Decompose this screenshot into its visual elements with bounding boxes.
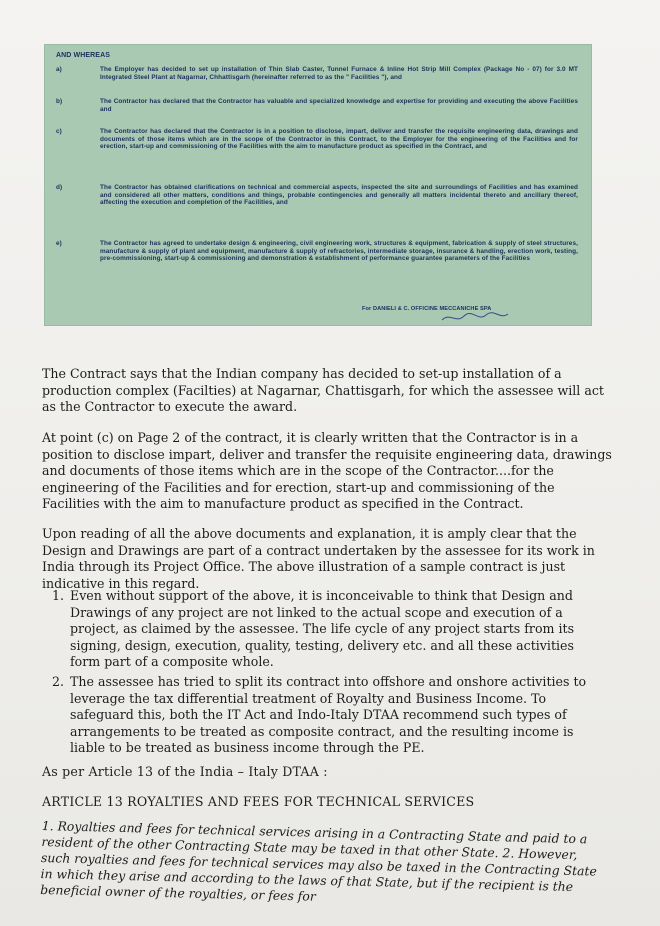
numbered-point-number: 1. — [52, 588, 65, 603]
excerpt-item-text: The Contractor has agreed to undertake design & engineering, civil engineering work, structures & equipment, fabrication & supply of steel structures, manufacture & supply of plant and equipment, manufacture & supply of refractories, intermediate storage, insurance & handling, erection work, testing, pre-commissioning, start-up & commissioning and demonstration & establishment of performance guarantee parameters of the Facilities — [100, 240, 578, 263]
excerpt-item-marker: c) — [56, 128, 62, 135]
article-intro: As per Article 13 of the India – Italy DTAA : — [42, 764, 328, 779]
article-13-text: 1. Royalties and fees for technical services arising in a Contracting State and paid to a resident of the other Contracting State may be taxed in that other State. 2. However, such royalties and fees for technical services may also be taxed in the Contracting State in which they arise and according to the laws of that State, but if the recipient is the beneficial owner of the royalties, or fees for — [40, 818, 597, 904]
numbered-point-text: Even without support of the above, it is inconceivable to think that Design and Drawings of any project are not linked to the actual scope and execution of a project, as claimed by the assessee. The life cycle of any project starts from its signing, design, execution, quality, testing, delivery etc. and all these activities form part of a composite whole. — [70, 588, 575, 669]
excerpt-item-text: The Employer has decided to set up installation of Thin Slab Caster, Tunnel Furnace & Inline Hot Strip Mill Complex (Package No - 07) for 3.0 MT Integrated Steel Plant at Nagarnar, Chhattisgarh (hereinafter referred to as the " Facilities "), and — [100, 66, 578, 81]
excerpt-item-text: The Contractor has obtained clarifications on technical and commercial aspects, inspected the site and surroundings of Facilities and has examined and considered all other matters, conditions and things, probable contingencies and generally all matters incidental thereto and ancillary thereof, affecting the execution and completion of the Facilities, and — [100, 184, 578, 207]
numbered-point-text: The assessee has tried to split its contract into offshore and onshore activities to leverage the tax differential treatment of Royalty and Business Income. To safeguard this, both the IT Act and Indo-Italy DTAA recommend such types of arrangements to be treated as composite contract, and the resulting income is liable to be treated as business income through the PE. — [70, 674, 587, 755]
excerpt-item-marker: e) — [56, 240, 62, 247]
paragraph-contract-summary: The Contract says that the Indian company has decided to set-up installation of a production complex (Facilties) at Nagarnar, Chattisgarh, for which the assessee will act as the Contractor to execute the award. — [42, 366, 604, 414]
excerpt-item-marker: d) — [56, 184, 63, 191]
excerpt-heading: AND WHEREAS — [56, 52, 110, 59]
scanned-contract-excerpt — [44, 44, 592, 326]
excerpt-item-marker: b) — [56, 98, 63, 105]
excerpt-signature-label: For DANIELI & C. OFFICINE MECCANICHE SPA — [362, 306, 492, 312]
handwritten-signature — [440, 310, 510, 324]
paragraph-conclusion: Upon reading of all the above documents and explanation, it is amply clear that the Design and Drawings are part of a contract undertaken by the assessee for its work in India through its Project Office. The above illustration of a sample contract is just indicative in this regard. — [42, 526, 595, 591]
paragraph-point-c: At point (c) on Page 2 of the contract, it is clearly written that the Contractor is in a position to disclose impart, deliver and transfer the requisite engineering data, drawings and documents of those items which are in the scope of the Contractor....for the engineering of the Facilities and for erection, start-up and commissioning of the Facilities with the aim to manufacture product as specified in the Contract. — [42, 430, 612, 511]
article-heading: ARTICLE 13 ROYALTIES AND FEES FOR TECHNICAL SERVICES — [42, 794, 475, 809]
numbered-point-number: 2. — [52, 674, 65, 689]
excerpt-item-text: The Contractor has declared that the Contractor has valuable and specialized knowledge and expertise for providing and executing the above Facilities and — [100, 98, 578, 113]
excerpt-item-text: The Contractor has declared that the Contractor is in a position to disclose, impart, deliver and transfer the requisite engineering data, drawings and documents of those items which are in the scope of the Contractor in this Contract, to the Employer for the engineering of the Facilities and for erection, start-up and commissioning of the Facilities with the aim to manufacture product as specified in the Contract, and — [100, 128, 578, 151]
excerpt-item-marker: a) — [56, 66, 62, 73]
